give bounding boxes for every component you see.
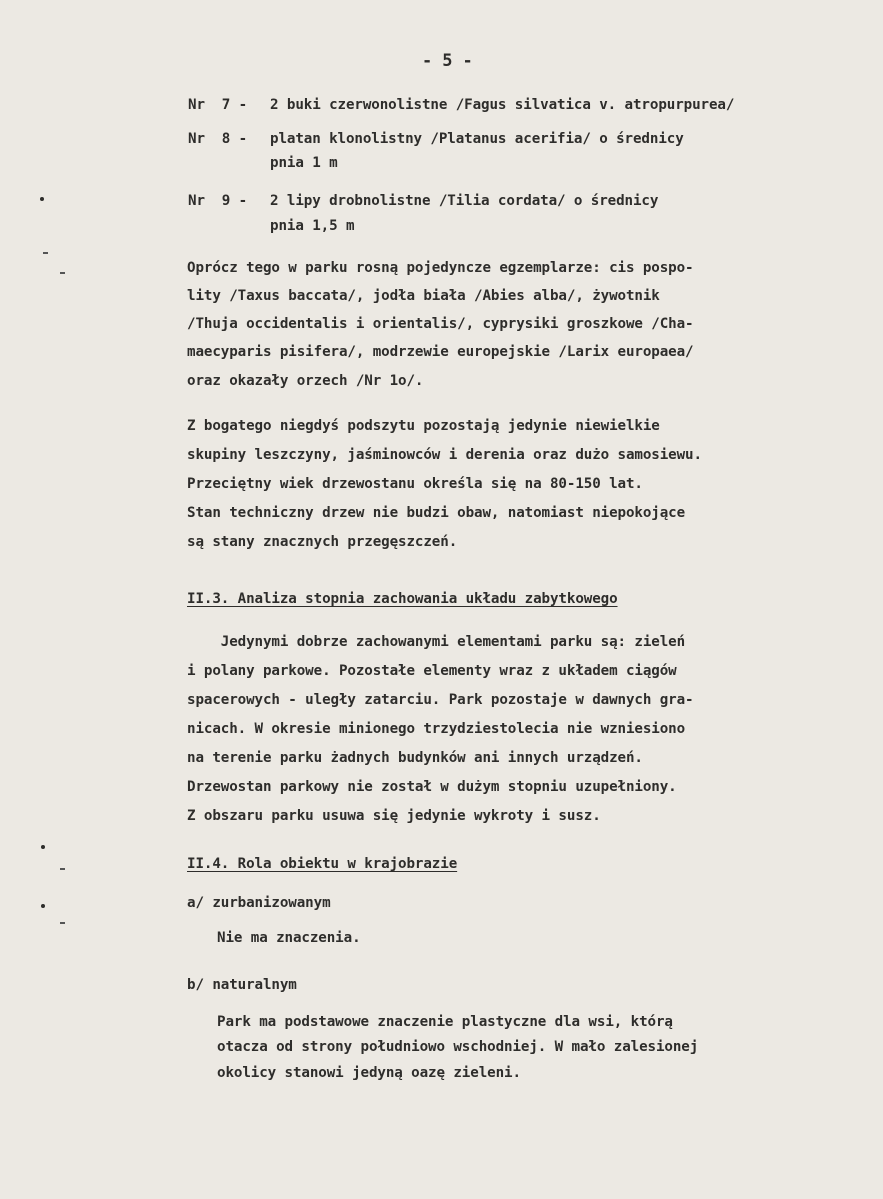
paragraph-line: Z obszaru parku usuwa się jedynie wykroty i susz. (187, 808, 601, 824)
paragraph-line: Z bogatego niegdyś podszytu pozostają jedynie niewielkie (187, 418, 660, 434)
paragraph-line: Drzewostan parkowy nie został w dużym stopniu uzupełniony. (187, 779, 677, 795)
scan-mark (60, 868, 65, 870)
list-item-label: Nr 9 - (188, 193, 248, 209)
list-item-text-cont: pnia 1 m (270, 155, 338, 171)
paragraph-line: Stan techniczny drzew nie budzi obaw, natomiast niepokojące (187, 505, 686, 521)
paragraph-line: Oprócz tego w parku rosną pojedyncze egzemplarze: cis pospo- (187, 260, 694, 276)
paragraph-line: oraz okazały orzech /Nr 1o/. (187, 373, 424, 389)
scan-mark (41, 845, 45, 849)
paragraph-line: otacza od strony południowo wschodniej. W mało zalesionej (217, 1039, 699, 1055)
paragraph-line: na terenie parku żadnych budynków ani innych urządzeń. (187, 750, 643, 766)
list-item-text: 2 lipy drobnolistne /Tilia cordata/ o średnicy (270, 193, 659, 209)
list-item-text: platan klonolistny /Platanus acerifia/ o średnicy (270, 131, 684, 147)
list-item-text: 2 buki czerwonolistne /Fagus silvatica v. atropurpurea/ (270, 97, 735, 113)
paragraph-line: nicach. W okresie minionego trzydziestolecia nie wzniesiono (187, 721, 686, 737)
paragraph-line: lity /Taxus baccata/, jodła biała /Abies alba/, żywotnik (187, 288, 660, 304)
paragraph-line: Park ma podstawowe znaczenie plastyczne dla wsi, którą (217, 1014, 673, 1030)
scan-mark (60, 272, 65, 274)
scan-mark (41, 904, 45, 908)
paragraph-line: skupiny leszczyny, jaśminowców i derenia oraz dużo samosiewu. (187, 447, 702, 463)
section-heading: II.3. Analiza stopnia zachowania układu zabytkowego (187, 591, 618, 607)
list-item-label: Nr 8 - (188, 131, 248, 147)
paragraph-line: Nie ma znaczenia. (217, 930, 361, 946)
page-number: - 5 - (422, 51, 473, 71)
paragraph-line: i polany parkowe. Pozostałe elementy wraz z układem ciągów (187, 663, 677, 679)
paragraph-line: spacerowych - uległy zatarciu. Park pozostaje w dawnych gra- (187, 692, 694, 708)
list-item-text-cont: pnia 1,5 m (270, 218, 355, 234)
paragraph-line: maecyparis pisifera/, modrzewie europejskie /Larix europaea/ (187, 344, 694, 360)
paragraph-line: /Thuja occidentalis i orientalis/, cyprysiki groszkowe /Cha- (187, 316, 694, 332)
subsection-label: b/ naturalnym (187, 977, 297, 993)
paragraph-line: Przeciętny wiek drzewostanu określa się na 80-150 lat. (187, 476, 643, 492)
section-heading: II.4. Rola obiektu w krajobrazie (187, 856, 458, 872)
list-item-label: Nr 7 - (188, 97, 248, 113)
scan-mark (43, 252, 48, 254)
paragraph-line: Jedynymi dobrze zachowanymi elementami parku są: zieleń (187, 634, 686, 650)
scan-mark (60, 922, 65, 924)
paragraph-line: okolicy stanowi jedyną oazę zieleni. (217, 1065, 521, 1081)
paragraph-line: są stany znacznych przegęszczeń. (187, 534, 458, 550)
scan-mark (40, 197, 44, 201)
subsection-label: a/ zurbanizowanym (187, 895, 331, 911)
